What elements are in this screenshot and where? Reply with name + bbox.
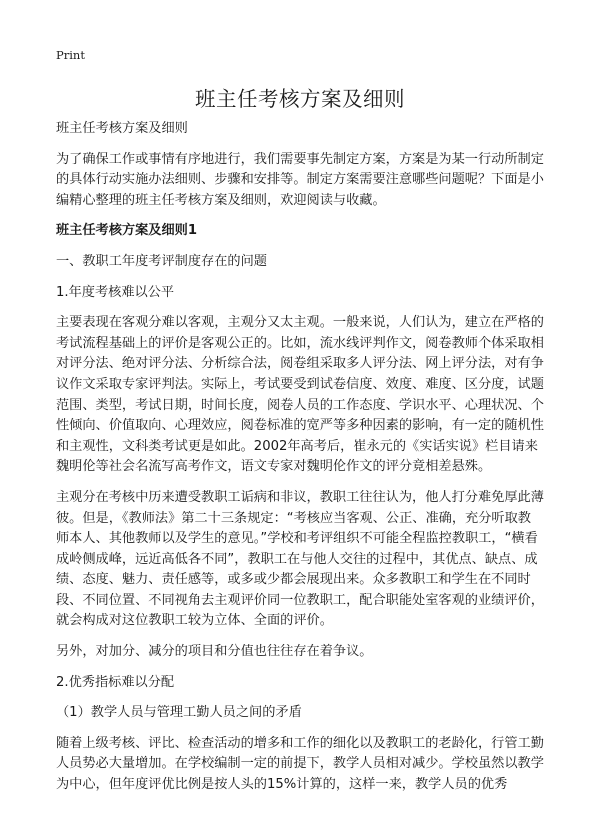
item-1-heading: 1.年度考核难以公平 <box>56 284 175 300</box>
document-subtitle: 班主任考核方案及细则 <box>56 121 188 136</box>
intro-paragraph: 为了确保工作或事情有序地进行，我们需要事先制定方案，方案是为某一行动所制定的具体行动实施办法细则、步骤和安排等。制定方案需要注意哪些问题呢？下面是小编精心整理的班主任考核方案及细则，欢迎阅读与收藏。 <box>56 151 544 208</box>
paragraph-2: 主观分在考核中历来遭受教职工诟病和非议，教职工往往认为，他人打分难免厚此薄彼。但是，《教师法》第二十三条规定：“考核应当客观、公正、准确，充分听取教师本人、其他教师以及学生的意见。”学校和考评组织不可能全程监控教职工，“横看成岭侧成峰，远近高低各不同”，教职工在与他人交往的过程中，其优点、缺点、成绩、态度、魅力、责任感等，或多或少都会展现出来。众多教职工和学生在不同时段、不同位置、不同视角去主观评价同一位教职工，配合职能处室客观的业绩评价，就会构成对这位教职工较为立体、全面的评价。 <box>56 489 544 629</box>
print-label: Print <box>56 48 85 62</box>
item-2-heading: 2.优秀指标难以分配 <box>56 674 175 690</box>
paragraph-4: 随着上级考核、评比、检查活动的增多和工作的细化以及教职工的老龄化，行管工勤人员势必大量增加。在学校编制一定的前提下，教学人员相对减少。学校虽然以教学为中心，但年度评优比例是按人头的15%计算的，这样一来，教学人员的优秀 <box>56 735 544 793</box>
part-one-heading: 一、教职工年度考评制度存在的问题 <box>56 253 267 269</box>
document-title: 班主任考核方案及细则 <box>195 87 405 111</box>
sub-item-1-heading: （1）教学人员与管理工勤人员之间的矛盾 <box>56 705 302 721</box>
paragraph-3: 另外，对加分、减分的项目和分值也往往存在着争议。 <box>56 644 373 660</box>
document-body <box>56 119 544 796</box>
paragraph-1: 主要表现在客观分难以客观，主观分又太主观。一般来说，人们认为，建立在严格的考试流程基础上的评价是客观公正的。比如，流水线评判作文，阅卷教师个体采取相对评分法、绝对评分法、分析综合法，阅卷组采取多人评分法、网上评分法，对有争议作文采取专家评判法。实际上，考试要受到试卷信度、效度、难度、区分度，试题范围、类型，考试日期，时间长度，阅卷人员的工作态度、学识水平、心理状况、个性倾向、价值取向、心理效应，阅卷标准的宽严等多种因素的影响，有一定的随机性和主观性，文科类考试更是如此。2002年高考后，崔永元的《实话实说》栏目请来魏明伦等社会名流写高考作文，语文专家对魏明伦作文的评分竟相差悬殊。 <box>56 315 544 475</box>
section-heading: 班主任考核方案及细则1 <box>56 223 198 239</box>
